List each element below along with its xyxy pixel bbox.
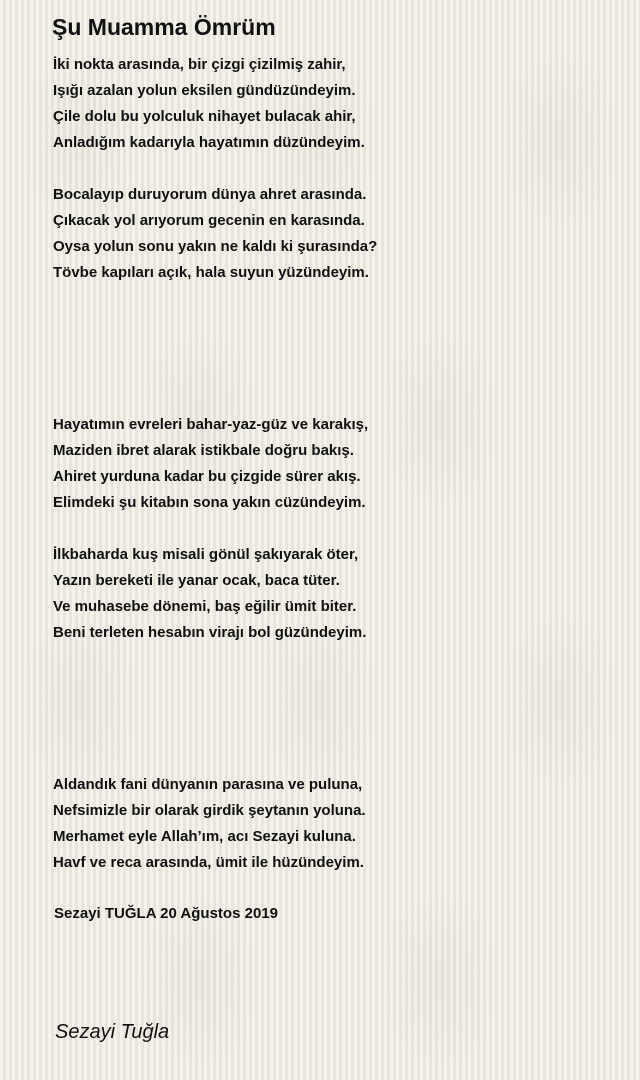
poem-line: Maziden ibret alarak istikbale doğru bakış. bbox=[53, 442, 354, 459]
poem-line: İki nokta arasında, bir çizgi çizilmiş zahir, bbox=[53, 56, 346, 73]
poem-line: Tövbe kapıları açık, hala suyun yüzündeyim. bbox=[53, 264, 369, 281]
poem-line: Beni terleten hesabın virajı bol güzündeyim. bbox=[53, 624, 367, 641]
stanza-3 bbox=[53, 412, 368, 516]
poem-line: Çile dolu bu yolculuk nihayet bulacak ahir, bbox=[53, 108, 356, 125]
signature-date-line: Sezayi TUĞLA 20 Ağustos 2019 bbox=[54, 905, 278, 922]
stanza-2 bbox=[53, 182, 377, 286]
poem-line: Aldandık fani dünyanın parasına ve puluna, bbox=[53, 776, 363, 793]
poem-line: Işığı azalan yolun eksilen gündüzündeyim. bbox=[53, 82, 356, 99]
poem-line: Oysa yolun sonu yakın ne kaldı ki şurasında? bbox=[53, 238, 378, 255]
author-name: Sezayi Tuğla bbox=[55, 1021, 170, 1043]
stanza-5 bbox=[53, 772, 366, 876]
poem-line: Merhamet eyle Allah’ım, acı Sezayi kuluna. bbox=[53, 828, 356, 845]
poem-line: Hayatımın evreleri bahar-yaz-güz ve karakış, bbox=[53, 416, 369, 433]
poem-line: Çıkacak yol arıyorum gecenin en karasında. bbox=[53, 212, 365, 229]
poem-line: Havf ve reca arasında, ümit ile hüzündeyim. bbox=[53, 854, 364, 871]
poem-line: Ve muhasebe dönemi, baş eğilir ümit biter. bbox=[53, 598, 357, 615]
poem-line: Nefsimizle bir olarak girdik şeytanın yoluna. bbox=[53, 802, 366, 819]
poem-line: Yazın bereketi ile yanar ocak, baca tüter. bbox=[53, 572, 340, 589]
stanza-1 bbox=[53, 52, 365, 156]
stanza-4 bbox=[53, 542, 366, 646]
poem-line: Bocalayıp duruyorum dünya ahret arasında. bbox=[53, 186, 367, 203]
poem-title: Şu Muamma Ömrüm bbox=[52, 14, 276, 40]
poem-line: Elimdeki şu kitabın sona yakın cüzündeyim. bbox=[53, 494, 366, 511]
poem-line: Anladığım kadarıyla hayatımın düzündeyim. bbox=[53, 134, 365, 151]
poem-line: Ahiret yurduna kadar bu çizgide sürer akış. bbox=[53, 468, 361, 485]
poem-line: İlkbaharda kuş misali gönül şakıyarak öter, bbox=[53, 546, 359, 563]
